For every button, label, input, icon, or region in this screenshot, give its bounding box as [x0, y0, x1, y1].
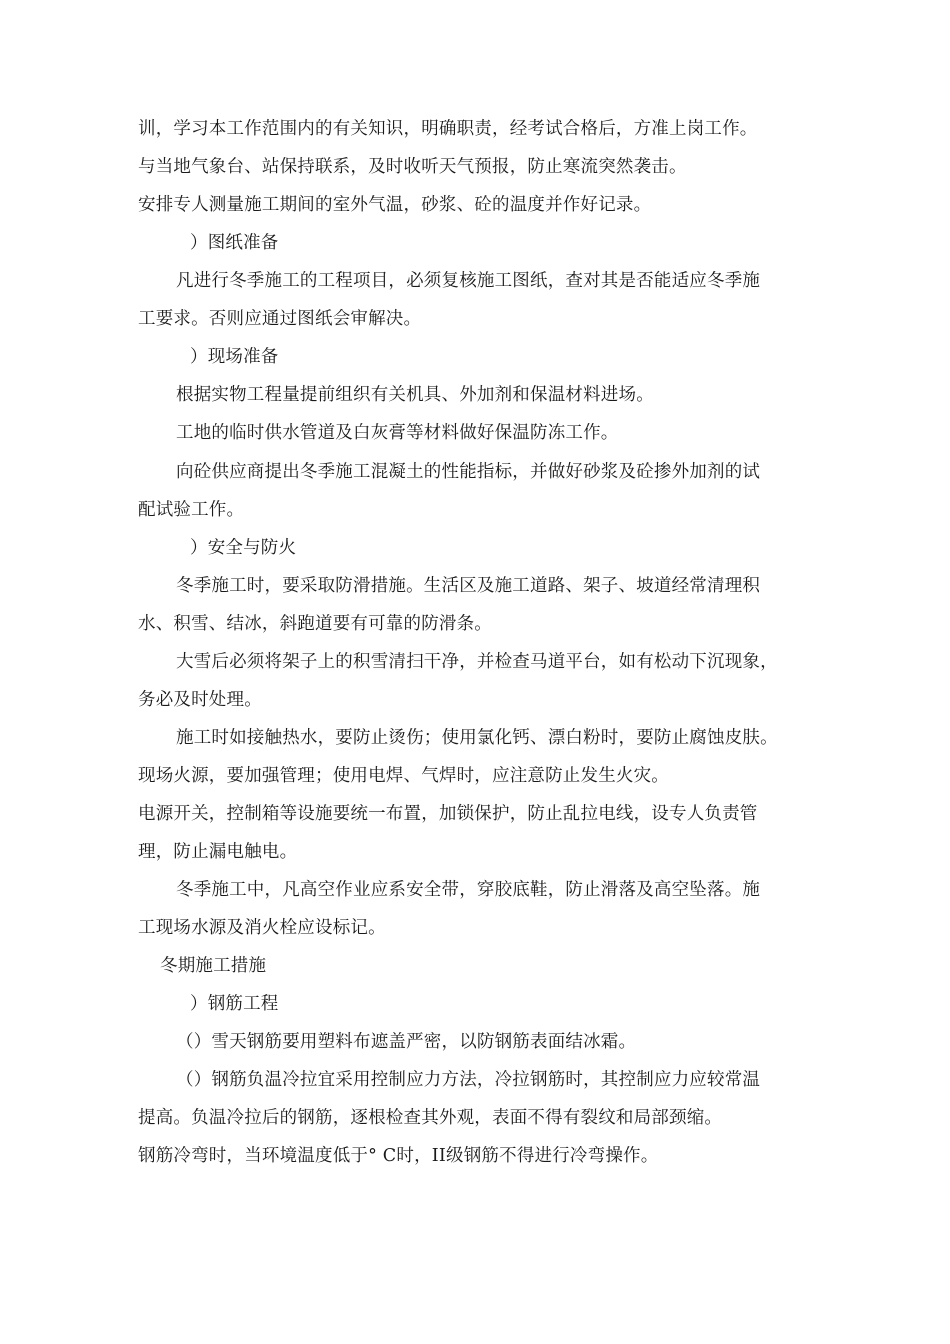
section-heading: ）钢筋工程 — [190, 994, 279, 1014]
paragraph-line: 施工时如接触热水，要防止烫伤；使用氯化钙、漂白粉时，要防止腐蚀皮肤。 — [176, 728, 778, 748]
paragraph-line: 水、积雪、结冰，斜跑道要有可靠的防滑条。 — [138, 614, 492, 634]
section-heading: ）现场准备 — [190, 347, 279, 367]
paragraph-line: 训，学习本工作范围内的有关知识，明确职责，经考试合格后，方准上岗工作。 — [138, 119, 758, 139]
paragraph-line: 与当地气象台、站保持联系，及时收听天气预报，防止寒流突然袭击。 — [138, 157, 687, 177]
paragraph-line: 凡进行冬季施工的工程项目，必须复核施工图纸，查对其是否能适应冬季施 — [176, 271, 761, 291]
paragraph-line: 提高。负温冷拉后的钢筋，逐根检查其外观，表面不得有裂纹和局部颈缩。 — [138, 1108, 723, 1128]
paragraph-line: 安排专人测量施工期间的室外气温，砂浆、砼的温度并作好记录。 — [138, 195, 652, 215]
paragraph-line: 冬季施工时，要采取防滑措施。生活区及施工道路、架子、坡道经常清理积 — [176, 576, 761, 596]
paragraph-line: 向砼供应商提出冬季施工混凝土的性能指标，并做好砂浆及砼掺外加剂的试 — [176, 462, 761, 482]
paragraph-line: （）雪天钢筋要用塑料布遮盖严密，以防钢筋表面结冰霜。 — [176, 1032, 637, 1052]
paragraph-line: 根据实物工程量提前组织有关机具、外加剂和保温材料进场。 — [176, 385, 654, 405]
paragraph-line: 冬季施工中，凡高空作业应系安全带，穿胶底鞋，防止滑落及高空坠落。施 — [176, 880, 761, 900]
paragraph-line: 钢筋冷弯时，当环境温度低于° C时，II级钢筋不得进行冷弯操作。 — [138, 1146, 659, 1166]
paragraph-line: 大雪后必须将架子上的积雪清扫干净，并检查马道平台，如有松动下沉现象， — [176, 652, 778, 672]
paragraph-line: 配试验工作。 — [138, 500, 245, 520]
section-heading: ）安全与防火 — [190, 538, 297, 558]
paragraph-line: 工要求。否则应通过图纸会审解决。 — [138, 309, 422, 329]
paragraph-line: （）钢筋负温冷拉宜采用控制应力方法，冷拉钢筋时，其控制应力应较常温 — [176, 1070, 761, 1090]
section-heading: ）图纸准备 — [190, 233, 279, 253]
paragraph-line: 工现场水源及消火栓应设标记。 — [138, 918, 386, 938]
paragraph-line: 现场火源，要加强管理；使用电焊、气焊时，应注意防止发生火灾。 — [138, 766, 669, 786]
paragraph-line: 务必及时处理。 — [138, 690, 262, 710]
section-heading: 冬期施工措施 — [160, 956, 267, 976]
paragraph-line: 电源开关，控制箱等设施要统一布置，加锁保护，防止乱拉电线，设专人负责管 — [138, 804, 758, 824]
paragraph-line: 理，防止漏电触电。 — [138, 842, 298, 862]
paragraph-line: 工地的临时供水管道及白灰膏等材料做好保温防冻工作。 — [176, 423, 619, 443]
